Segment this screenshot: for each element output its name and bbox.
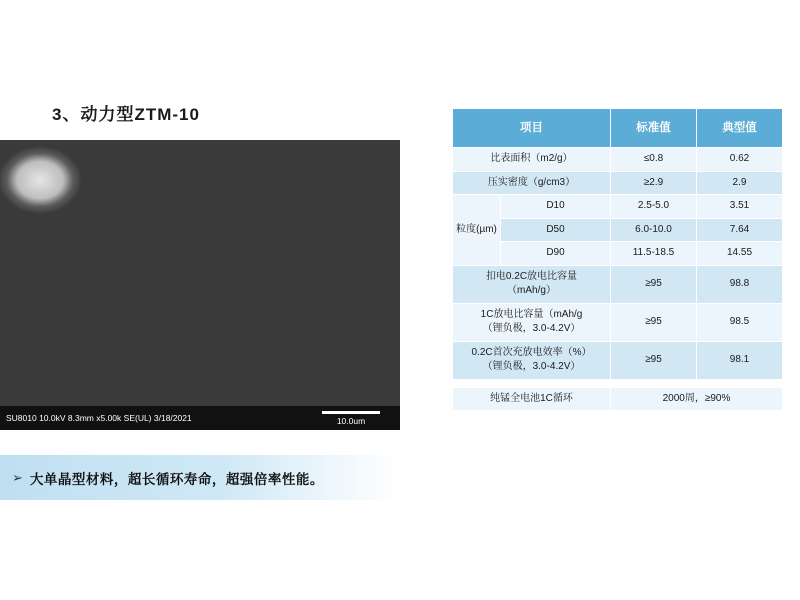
cell-typical: 7.64	[697, 218, 783, 242]
table-row	[453, 195, 783, 219]
cell-standard: ≥95	[611, 303, 697, 341]
cell-label-line2: （mAh/g）	[507, 285, 556, 296]
table-row	[453, 148, 783, 172]
cell-label	[453, 265, 611, 303]
table-row	[453, 218, 783, 242]
cell-standard: 6.0-10.0	[611, 218, 697, 242]
cell-label	[453, 303, 611, 341]
cell-typical: 3.51	[697, 195, 783, 219]
column-header-standard: 标准值	[611, 109, 697, 148]
highlight-banner	[0, 455, 400, 500]
cell-sublabel: D90	[501, 242, 611, 266]
arrow-right-icon: ➢	[12, 470, 23, 485]
table-row	[453, 303, 783, 341]
cell-label-line1: 0.2C首次充放电效率（%）	[471, 346, 592, 358]
cell-typical: 0.62	[697, 148, 783, 172]
scale-bar-line	[322, 411, 380, 414]
cell-typical: 14.55	[697, 242, 783, 266]
cell-footer-value: 2000周，≥90%	[611, 387, 783, 411]
page-title: 3、动力型ZTM-10	[52, 105, 200, 124]
cell-standard: 2.5-5.0	[611, 195, 697, 219]
cell-label: 比表面积（m2/g）	[453, 148, 611, 172]
cell-standard: ≥95	[611, 265, 697, 303]
cell-footer-label: 纯锰全电池1C循环	[453, 387, 611, 411]
cell-standard: 11.5-18.5	[611, 242, 697, 266]
cell-group-label: 粒度(µm)	[453, 195, 501, 266]
specification-table	[452, 108, 783, 411]
sem-info-bar	[0, 406, 400, 430]
scale-bar-label: 10.0um	[336, 415, 366, 426]
cell-sublabel: D50	[501, 218, 611, 242]
sem-micrograph	[0, 140, 400, 430]
cell-standard: ≤0.8	[611, 148, 697, 172]
cell-label-line1: 1C放电比容量（mAh/g	[480, 308, 583, 320]
table-header-row	[453, 109, 783, 148]
cell-typical: 98.1	[697, 341, 783, 379]
table-row	[453, 341, 783, 379]
table-footer-row	[453, 387, 783, 411]
cell-label	[453, 341, 611, 379]
cell-label: 压实密度（g/cm3）	[453, 171, 611, 195]
cell-label-line2: （锂负极，3.0-4.2V）	[482, 323, 581, 334]
cell-typical: 98.5	[697, 303, 783, 341]
table-row	[453, 265, 783, 303]
table-spacer-row	[453, 379, 783, 387]
cell-label-line1: 扣电0.2C放电比容量	[485, 270, 578, 282]
sem-caption: SU8010 10.0kV 8.3mm x5.00k SE(UL) 3/18/2021	[6, 413, 192, 423]
cell-typical: 2.9	[697, 171, 783, 195]
cell-label-line2: （锂负极，3.0-4.2V）	[482, 361, 581, 372]
table-row	[453, 242, 783, 266]
sem-image-surface	[0, 140, 400, 430]
cell-sublabel: D10	[501, 195, 611, 219]
cell-standard: ≥95	[611, 341, 697, 379]
table-row	[453, 171, 783, 195]
highlight-banner-text: 大单晶型材料，超长循环寿命，超强倍率性能。	[29, 471, 324, 487]
column-header-item: 项目	[453, 109, 611, 148]
column-header-typical: 典型值	[697, 109, 783, 148]
scale-bar	[322, 411, 380, 426]
cell-typical: 98.8	[697, 265, 783, 303]
cell-standard: ≥2.9	[611, 171, 697, 195]
